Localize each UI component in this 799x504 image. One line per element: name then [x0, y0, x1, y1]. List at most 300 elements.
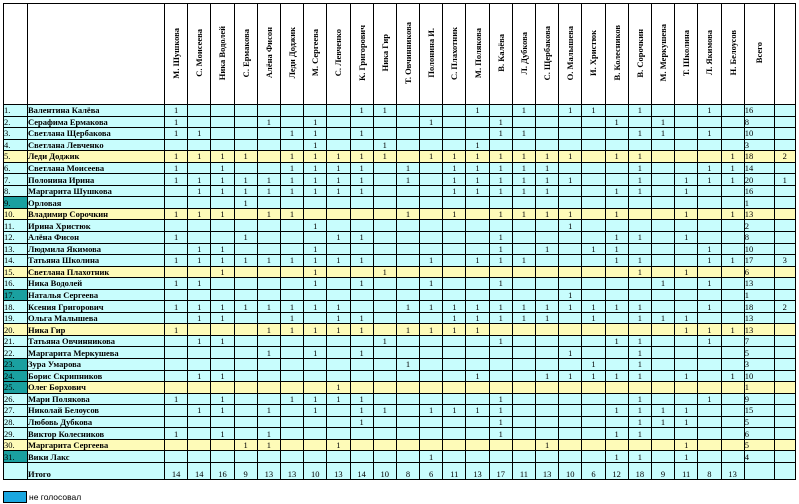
vote-cell: [582, 289, 605, 301]
vote-cell: [559, 312, 582, 324]
vote-cell: [582, 416, 605, 428]
vote-cell: [234, 116, 257, 128]
vote-cell: 1: [350, 162, 373, 174]
vote-cell: [675, 347, 698, 359]
vote-cell: [675, 105, 698, 117]
column-header: [350, 4, 373, 105]
vote-cell: [721, 335, 744, 347]
vote-cell: [304, 382, 327, 394]
table-row: [4, 370, 796, 382]
vote-cell: [675, 289, 698, 301]
vote-cell: [489, 370, 512, 382]
vote-cell: 1: [605, 405, 628, 417]
column-header-label: С. Плахотник: [449, 26, 460, 80]
vote-cell: [420, 105, 443, 117]
vote-cell: 1: [675, 266, 698, 278]
vote-cell: 1: [559, 174, 582, 186]
column-total: 18: [628, 462, 651, 479]
vote-cell: [304, 197, 327, 209]
row-extra: [774, 405, 795, 417]
vote-cell: [165, 451, 188, 463]
column-header: [396, 4, 419, 105]
voter-name: Олег Борхович: [28, 382, 165, 394]
vote-cell: 1: [698, 278, 721, 290]
vote-cell: [721, 439, 744, 451]
vote-cell: [420, 243, 443, 255]
vote-cell: [257, 243, 280, 255]
vote-cell: 1: [489, 243, 512, 255]
vote-cell: [188, 162, 211, 174]
table-row: [4, 243, 796, 255]
row-number: 18.: [4, 301, 28, 313]
vote-cell: 1: [165, 393, 188, 405]
vote-cell: [443, 428, 466, 440]
table-row: [4, 416, 796, 428]
vote-cell: [165, 347, 188, 359]
row-extra: [774, 232, 795, 244]
vote-cell: [396, 266, 419, 278]
voter-name: Маргарита Сергеева: [28, 439, 165, 451]
vote-cell: [489, 266, 512, 278]
column-header: [257, 4, 280, 105]
row-extra: [774, 278, 795, 290]
vote-cell: 1: [373, 335, 396, 347]
vote-cell: [536, 382, 559, 394]
vote-cell: [582, 347, 605, 359]
vote-cell: 1: [698, 255, 721, 267]
vote-cell: [165, 439, 188, 451]
vote-cell: 1: [536, 439, 559, 451]
vote-cell: [466, 116, 489, 128]
vote-cell: [605, 266, 628, 278]
table-row: [4, 335, 796, 347]
row-number: 29.: [4, 428, 28, 440]
vote-cell: [559, 197, 582, 209]
vote-cell: 1: [698, 335, 721, 347]
row-number: 14.: [4, 255, 28, 267]
vote-cell: [628, 439, 651, 451]
vote-cell: [698, 266, 721, 278]
vote-cell: [605, 139, 628, 151]
vote-cell: [350, 243, 373, 255]
vote-cell: 1: [489, 312, 512, 324]
column-header-label: М. Сергеева: [310, 29, 321, 77]
vote-cell: [373, 278, 396, 290]
vote-cell: 1: [605, 428, 628, 440]
column-header: [675, 4, 698, 105]
vote-cell: [443, 451, 466, 463]
vote-cell: [512, 289, 535, 301]
column-total: 13: [721, 462, 744, 479]
vote-cell: 1: [536, 162, 559, 174]
vote-cell: [721, 139, 744, 151]
vote-cell: 1: [559, 289, 582, 301]
vote-cell: [396, 405, 419, 417]
vote-cell: 1: [466, 324, 489, 336]
vote-cell: [280, 266, 303, 278]
vote-cell: 1: [211, 393, 234, 405]
vote-cell: [721, 289, 744, 301]
row-extra: [774, 116, 795, 128]
row-total: 1: [744, 289, 774, 301]
vote-cell: [721, 428, 744, 440]
row-number: 11.: [4, 220, 28, 232]
vote-cell: [188, 232, 211, 244]
vote-cell: [536, 220, 559, 232]
vote-cell: [280, 405, 303, 417]
legend: [3, 491, 81, 503]
vote-cell: [257, 335, 280, 347]
vote-cell: 1: [675, 416, 698, 428]
column-header: [605, 4, 628, 105]
vote-cell: [443, 393, 466, 405]
vote-cell: 1: [443, 162, 466, 174]
vote-cell: [536, 324, 559, 336]
vote-cell: [280, 243, 303, 255]
vote-cell: [234, 278, 257, 290]
row-total: 13: [744, 324, 774, 336]
vote-cell: [327, 347, 350, 359]
vote-cell: [651, 428, 674, 440]
vote-cell: 1: [628, 370, 651, 382]
column-header: [466, 4, 489, 105]
vote-cell: [605, 439, 628, 451]
vote-cell: 1: [628, 416, 651, 428]
vote-cell: [396, 243, 419, 255]
vote-cell: [443, 347, 466, 359]
vote-cell: 1: [327, 162, 350, 174]
column-total: 11: [675, 462, 698, 479]
vote-cell: [512, 278, 535, 290]
vote-cell: [489, 139, 512, 151]
column-total: 6: [582, 462, 605, 479]
vote-cell: 1: [466, 151, 489, 163]
vote-cell: [559, 278, 582, 290]
vote-cell: 1: [628, 335, 651, 347]
vote-cell: [257, 289, 280, 301]
vote-cell: 1: [628, 232, 651, 244]
vote-cell: [466, 197, 489, 209]
vote-cell: [304, 451, 327, 463]
row-total: 8: [744, 116, 774, 128]
voter-name: Ника Водолей: [28, 278, 165, 290]
vote-cell: [675, 301, 698, 313]
vote-cell: 1: [188, 128, 211, 140]
vote-cell: 1: [721, 162, 744, 174]
vote-cell: [165, 243, 188, 255]
vote-cell: [536, 393, 559, 405]
vote-cell: 1: [443, 405, 466, 417]
vote-cell: 1: [327, 174, 350, 186]
vote-cell: [536, 128, 559, 140]
vote-cell: [559, 185, 582, 197]
vote-cell: [675, 162, 698, 174]
vote-cell: [628, 197, 651, 209]
vote-cell: 1: [211, 208, 234, 220]
vote-cell: [234, 416, 257, 428]
vote-cell: 1: [605, 243, 628, 255]
vote-cell: 1: [257, 116, 280, 128]
vote-cell: 1: [350, 232, 373, 244]
vote-cell: [443, 359, 466, 371]
vote-cell: 1: [466, 162, 489, 174]
vote-cell: 1: [675, 174, 698, 186]
vote-cell: [443, 278, 466, 290]
vote-cell: [582, 208, 605, 220]
row-number: 7.: [4, 174, 28, 186]
vote-cell: [582, 324, 605, 336]
vote-cell: 1: [420, 151, 443, 163]
vote-cell: 1: [698, 128, 721, 140]
vote-cell: 1: [605, 451, 628, 463]
vote-cell: [466, 416, 489, 428]
vote-cell: 1: [188, 255, 211, 267]
vote-cell: 1: [420, 324, 443, 336]
vote-cell: 1: [304, 266, 327, 278]
vote-cell: [582, 162, 605, 174]
vote-cell: [350, 370, 373, 382]
column-header: [536, 4, 559, 105]
vote-cell: 1: [698, 243, 721, 255]
vote-cell: [628, 278, 651, 290]
vote-cell: [675, 139, 698, 151]
voter-name: Ирина Христюк: [28, 220, 165, 232]
vote-cell: [188, 347, 211, 359]
vote-cell: [536, 197, 559, 209]
vote-cell: [582, 255, 605, 267]
column-header-label: Л. Дубкова: [518, 31, 529, 75]
column-header: [582, 4, 605, 105]
vote-cell: 1: [512, 312, 535, 324]
vote-cell: 1: [280, 393, 303, 405]
vote-cell: [721, 220, 744, 232]
row-extra: 2: [774, 301, 795, 313]
vote-cell: 1: [628, 393, 651, 405]
vote-cell: [188, 382, 211, 394]
total-row-label: Итого: [28, 462, 165, 479]
vote-cell: [443, 439, 466, 451]
vote-cell: [675, 278, 698, 290]
vote-cell: [165, 416, 188, 428]
vote-cell: 1: [304, 139, 327, 151]
vote-cell: 1: [165, 255, 188, 267]
vote-cell: 1: [605, 370, 628, 382]
vote-cell: 1: [651, 405, 674, 417]
vote-cell: [675, 220, 698, 232]
vote-cell: [721, 197, 744, 209]
vote-cell: [396, 382, 419, 394]
row-number: 15.: [4, 266, 28, 278]
vote-cell: [327, 405, 350, 417]
vote-cell: [211, 278, 234, 290]
row-number: 9.: [4, 197, 28, 209]
vote-cell: [373, 324, 396, 336]
vote-cell: 1: [165, 162, 188, 174]
vote-cell: 1: [489, 208, 512, 220]
vote-cell: [396, 335, 419, 347]
vote-cell: [466, 335, 489, 347]
vote-cell: [373, 370, 396, 382]
vote-cell: [373, 162, 396, 174]
vote-cell: 1: [628, 185, 651, 197]
vote-cell: 1: [165, 301, 188, 313]
row-total: 3: [744, 139, 774, 151]
vote-cell: 1: [559, 220, 582, 232]
vote-cell: [327, 139, 350, 151]
row-total: 5: [744, 416, 774, 428]
vote-cell: 1: [605, 301, 628, 313]
vote-cell: [605, 174, 628, 186]
row-total: 14: [744, 162, 774, 174]
vote-cell: 1: [651, 116, 674, 128]
row-number: 27.: [4, 405, 28, 417]
vote-cell: [512, 393, 535, 405]
vote-cell: [651, 439, 674, 451]
vote-cell: [582, 428, 605, 440]
vote-cell: [559, 416, 582, 428]
row-extra: [774, 428, 795, 440]
vote-cell: [188, 428, 211, 440]
vote-cell: [165, 382, 188, 394]
row-extra: [774, 393, 795, 405]
vote-cell: 1: [582, 359, 605, 371]
vote-cell: [489, 347, 512, 359]
vote-cell: 1: [698, 324, 721, 336]
vote-cell: [489, 324, 512, 336]
vote-cell: [327, 370, 350, 382]
vote-cell: [420, 428, 443, 440]
vote-cell: [582, 151, 605, 163]
column-header-label: В. Колесников: [611, 25, 622, 81]
vote-cell: [605, 289, 628, 301]
vote-cell: 1: [605, 185, 628, 197]
vote-cell: [304, 312, 327, 324]
row-extra: [774, 197, 795, 209]
vote-cell: 1: [628, 174, 651, 186]
vote-cell: 1: [512, 151, 535, 163]
grand-total: [744, 462, 774, 479]
vote-cell: 1: [234, 185, 257, 197]
vote-cell: [420, 266, 443, 278]
vote-cell: [651, 197, 674, 209]
vote-cell: [721, 232, 744, 244]
row-total: 13: [744, 278, 774, 290]
row-total: 1: [744, 197, 774, 209]
vote-cell: [234, 451, 257, 463]
vote-cell: [466, 243, 489, 255]
vote-cell: [373, 243, 396, 255]
vote-cell: 1: [582, 312, 605, 324]
vote-cell: [675, 393, 698, 405]
vote-cell: 1: [489, 301, 512, 313]
vote-cell: [698, 116, 721, 128]
row-number: 30.: [4, 439, 28, 451]
vote-cell: [373, 439, 396, 451]
vote-cell: 1: [651, 312, 674, 324]
vote-cell: [304, 359, 327, 371]
vote-cell: 1: [211, 151, 234, 163]
column-header: [280, 4, 303, 105]
table-row: [4, 105, 796, 117]
vote-cell: [466, 382, 489, 394]
vote-cell: [280, 232, 303, 244]
voter-name: Татьяна Школина: [28, 255, 165, 267]
vote-cell: [605, 347, 628, 359]
vote-cell: [234, 335, 257, 347]
vote-cell: 1: [165, 324, 188, 336]
vote-cell: [211, 232, 234, 244]
vote-cell: [559, 243, 582, 255]
vote-cell: [327, 197, 350, 209]
vote-cell: [698, 405, 721, 417]
vote-cell: [512, 116, 535, 128]
vote-cell: 1: [304, 324, 327, 336]
voter-name: Борис Скрипников: [28, 370, 165, 382]
vote-cell: 1: [512, 301, 535, 313]
row-number: 13.: [4, 243, 28, 255]
row-total: 18: [744, 151, 774, 163]
row-total: 9: [744, 393, 774, 405]
vote-cell: [698, 197, 721, 209]
row-extra: 1: [774, 174, 795, 186]
vote-cell: 1: [327, 439, 350, 451]
vote-cell: [582, 382, 605, 394]
column-header-label: С. Моисеева: [194, 29, 205, 77]
vote-cell: 1: [165, 105, 188, 117]
vote-cell: 1: [512, 255, 535, 267]
vote-cell: [165, 220, 188, 232]
vote-cell: [420, 289, 443, 301]
vote-cell: [350, 289, 373, 301]
vote-cell: 1: [443, 301, 466, 313]
vote-cell: [675, 197, 698, 209]
vote-cell: 1: [350, 278, 373, 290]
vote-cell: [234, 324, 257, 336]
vote-cell: [559, 405, 582, 417]
vote-cell: [350, 197, 373, 209]
vote-cell: [211, 347, 234, 359]
column-header-label: В. Калёва: [495, 34, 506, 72]
vote-cell: [280, 139, 303, 151]
vote-cell: 1: [257, 185, 280, 197]
vote-cell: [304, 208, 327, 220]
row-extra: [774, 128, 795, 140]
vote-cell: [651, 359, 674, 371]
vote-cell: [420, 382, 443, 394]
vote-cell: 1: [257, 439, 280, 451]
vote-cell: [651, 174, 674, 186]
column-header: [373, 4, 396, 105]
vote-cell: [211, 416, 234, 428]
vote-cell: 1: [628, 255, 651, 267]
vote-cell: [188, 105, 211, 117]
vote-cell: [280, 335, 303, 347]
vote-cell: [582, 393, 605, 405]
vote-cell: [582, 439, 605, 451]
vote-cell: [373, 232, 396, 244]
vote-cell: 1: [350, 416, 373, 428]
row-number: 19.: [4, 312, 28, 324]
row-total: 10: [744, 370, 774, 382]
vote-cell: 1: [280, 255, 303, 267]
column-total: 11: [512, 462, 535, 479]
vote-cell: 1: [559, 301, 582, 313]
vote-cell: [698, 451, 721, 463]
vote-cell: [211, 451, 234, 463]
vote-cell: [512, 197, 535, 209]
column-header-label: С. Левченко: [333, 29, 344, 77]
vote-cell: 1: [280, 162, 303, 174]
